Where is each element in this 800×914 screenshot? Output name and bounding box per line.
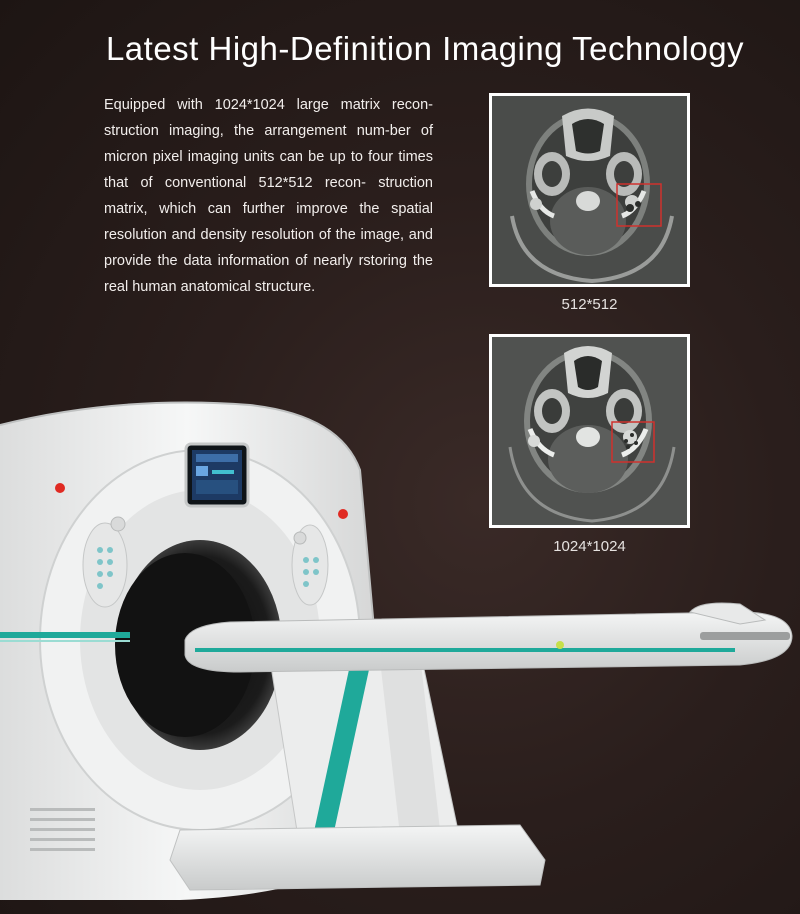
right-control-panel <box>292 525 328 605</box>
ct-scan-image-512 <box>489 93 690 287</box>
description-text: Equipped with 1024*1024 large matrix recon- struction imaging, the arrangement num-ber of micron pixel imaging units can be up to four times that of conventional 512*512 recon- struction matrix, which can further improve the spatial resolution and density resolution of the image, and provide the data information of nearly rstoring the real human anatomical structure. <box>104 97 433 295</box>
right-indicator-light <box>338 509 348 519</box>
scan-caption-1024: 1024*1024 <box>553 538 626 555</box>
page-title: Latest High-Definition Imaging Technology <box>105 30 745 68</box>
gantry-teal-stripe <box>0 632 130 638</box>
left-indicator-light <box>55 483 65 493</box>
ct-scanner-illustration <box>0 380 800 914</box>
table-base <box>170 825 545 890</box>
scan-caption-512: 512*512 <box>561 296 618 313</box>
patient-couch <box>185 612 792 672</box>
couch-marker-light <box>556 641 564 649</box>
